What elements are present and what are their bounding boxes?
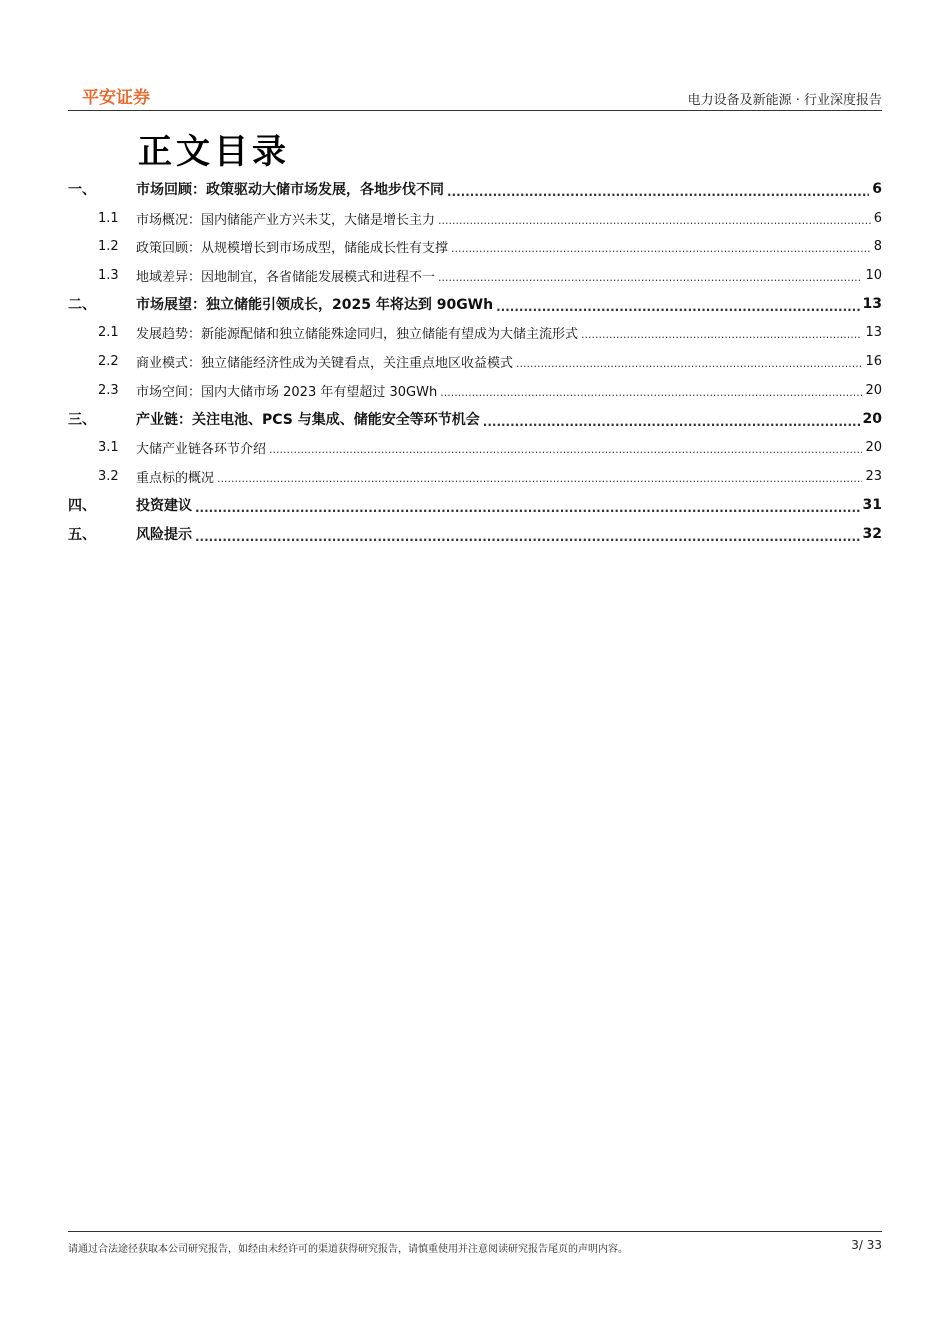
footer-disclaimer: 请通过合法途径获取本公司研究报告，如经由未经许可的渠道获得研究报告，请慎重使用并注意阅读研究报告尾页的声明内容。 bbox=[68, 1244, 628, 1255]
toc-entry[interactable] bbox=[68, 318, 882, 347]
footer-divider bbox=[68, 1231, 882, 1232]
toc-entry[interactable] bbox=[68, 204, 882, 233]
table-of-contents bbox=[68, 175, 882, 548]
toc-dot-leader bbox=[451, 242, 871, 255]
toc-dot-leader bbox=[438, 271, 862, 284]
toc-entry[interactable] bbox=[68, 232, 882, 261]
toc-entry-page: 32 bbox=[862, 525, 882, 542]
toc-entry-title: 投资建议 bbox=[136, 497, 192, 514]
toc-entry-number: 1.1 bbox=[98, 210, 119, 226]
toc-dot-leader bbox=[440, 386, 862, 399]
report-category: 电力设备及新能源 · 行业深度报告 bbox=[687, 93, 882, 108]
toc-dot-leader bbox=[269, 443, 862, 456]
toc-entry-page: 31 bbox=[862, 496, 882, 513]
toc-entry-number: 1.2 bbox=[98, 239, 119, 255]
toc-dot-leader bbox=[516, 357, 862, 370]
toc-entry-number: 一、 bbox=[68, 182, 96, 199]
toc-entry-page: 23 bbox=[865, 468, 882, 484]
toc-dot-leader bbox=[217, 472, 862, 485]
toc-entry-number: 四、 bbox=[68, 497, 96, 514]
toc-entry-number: 1.3 bbox=[98, 267, 119, 283]
toc-entry-number: 二、 bbox=[68, 297, 96, 314]
toc-entry-page: 13 bbox=[862, 296, 882, 313]
toc-dot-leader bbox=[195, 530, 860, 544]
toc-entry-page: 16 bbox=[865, 353, 882, 369]
toc-entry-title: 市场展望：独立储能引领成长，2025 年将达到 90GWh bbox=[136, 297, 494, 314]
toc-entry-title: 风险提示 bbox=[136, 526, 192, 543]
toc-entry-title: 地域差异：因地制宜，各省储能发展模式和进程不一 bbox=[136, 269, 436, 285]
toc-entry-number: 2.1 bbox=[98, 325, 119, 341]
toc-entry[interactable] bbox=[68, 519, 882, 548]
toc-entry-page: 20 bbox=[862, 410, 882, 427]
toc-entry-title: 发展趋势：新能源配储和独立储能殊途同归，独立储能有望成为大储主流形式 bbox=[136, 327, 579, 343]
toc-entry-title: 市场概况：国内储能产业方兴未艾，大储是增长主力 bbox=[136, 212, 436, 228]
toc-dot-leader bbox=[447, 185, 869, 199]
toc-entry-title: 商业模式：独立储能经济性成为关键看点，关注重点地区收益模式 bbox=[136, 355, 514, 371]
toc-entry-number: 2.3 bbox=[98, 382, 119, 398]
toc-entry-title: 政策回顾：从规模增长到市场成型，储能成长性有支撑 bbox=[136, 241, 449, 257]
toc-dot-leader bbox=[438, 214, 871, 227]
toc-entry[interactable] bbox=[68, 433, 882, 462]
toc-entry-number: 五、 bbox=[68, 526, 96, 543]
toc-entry-page: 6 bbox=[873, 210, 882, 226]
toc-entry[interactable] bbox=[68, 261, 882, 290]
toc-dot-leader bbox=[195, 501, 860, 515]
toc-entry-title: 产业链：关注电池、PCS 与集成、储能安全等环节机会 bbox=[136, 411, 480, 428]
toc-entry-number: 三、 bbox=[68, 411, 96, 428]
toc-entry-title: 市场空间：国内大储市场 2023 年有望超过 30GWh bbox=[136, 384, 438, 400]
toc-entry-title: 重点标的概况 bbox=[136, 470, 215, 486]
toc-heading: 正文目录 bbox=[138, 132, 290, 172]
company-logo: 平安证券 bbox=[82, 88, 150, 108]
toc-entry-title: 大储产业链各环节介绍 bbox=[136, 442, 267, 458]
toc-dot-leader bbox=[483, 415, 860, 429]
toc-entry[interactable] bbox=[68, 491, 882, 520]
toc-entry-number: 3.1 bbox=[98, 440, 119, 456]
toc-entry-page: 20 bbox=[865, 382, 882, 398]
toc-entry-page: 20 bbox=[865, 440, 882, 456]
toc-entry[interactable] bbox=[68, 175, 882, 204]
toc-entry-page: 6 bbox=[872, 181, 882, 198]
toc-entry[interactable] bbox=[68, 290, 882, 319]
toc-entry-number: 3.2 bbox=[98, 468, 119, 484]
toc-entry-title: 市场回顾：政策驱动大储市场发展，各地步伐不同 bbox=[136, 182, 444, 199]
toc-entry[interactable] bbox=[68, 376, 882, 405]
toc-entry-page: 8 bbox=[873, 239, 882, 255]
toc-entry[interactable] bbox=[68, 462, 882, 491]
toc-dot-leader bbox=[496, 300, 859, 314]
toc-entry[interactable] bbox=[68, 405, 882, 434]
toc-entry-page: 13 bbox=[865, 325, 882, 341]
page-indicator: 3/ 33 bbox=[851, 1238, 882, 1252]
toc-entry-page: 10 bbox=[865, 267, 882, 283]
toc-entry-number: 2.2 bbox=[98, 353, 119, 369]
header-divider bbox=[68, 110, 882, 111]
toc-entry[interactable] bbox=[68, 347, 882, 376]
toc-dot-leader bbox=[581, 328, 862, 341]
